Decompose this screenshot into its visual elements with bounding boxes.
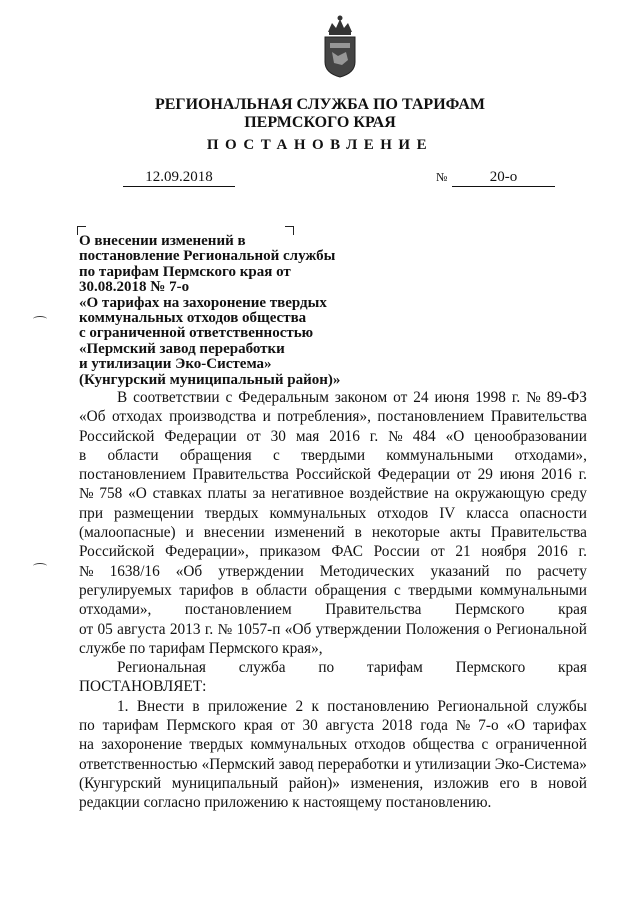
body-line: Российской Федерации от 30 мая 2016 г. № 484 «О ценообразовании xyxy=(79,427,587,445)
body-line: ПОСТАНОВЛЯЕТ: xyxy=(79,678,207,696)
body-line: на захоронение твердых коммунальных отходов общества с ограниченной xyxy=(79,736,587,754)
subject-line: постановление Региональной службы xyxy=(79,248,336,265)
document-number: 20-о xyxy=(452,168,555,187)
body-line: Российской Федерации», приказом ФАС России от 21 ноября 2016 г. xyxy=(79,543,587,561)
number-label: № xyxy=(436,170,448,184)
body-line: ответственностью «Пермский завод переработки и утилизации Эко-Система» xyxy=(79,755,587,773)
paragraph-item-1 xyxy=(79,697,587,813)
scan-mark xyxy=(33,316,47,322)
authority-name: РЕГИОНАЛЬНАЯ СЛУЖБА ПО ТАРИФАМ xyxy=(154,96,486,113)
subject-line: (Кунгурский муниципальный район)» xyxy=(79,371,341,388)
body-line: регулируемых тарифов в области обращения с твердыми коммунальными xyxy=(79,581,587,599)
body-line: № 1638/16 «Об утверждении Методических указаний по расчету xyxy=(79,562,587,580)
coat-of-arms-icon xyxy=(318,10,362,80)
body-line: (Кунгурский муниципальный район)» изменения, изложив его в новой xyxy=(79,774,587,792)
document-body xyxy=(79,388,587,813)
body-line: в области обращения с твердыми коммунальными отходами», xyxy=(79,446,587,464)
paragraph-legal-basis xyxy=(79,388,587,658)
body-line: (малоопасные) и внесении изменений в некоторые акты Правительства xyxy=(79,524,587,542)
body-line: от 05 августа 2013 г. № 1057-п «Об утверждении Положения о Региональной xyxy=(79,620,587,638)
body-line: при размещении твердых коммунальных отходов IV класса опасности xyxy=(79,504,587,522)
subject-line: О внесении изменений в xyxy=(79,233,246,249)
scan-mark xyxy=(33,563,47,569)
subject-block xyxy=(79,234,369,388)
document-type: ПОСТАНОВЛЕНИЕ xyxy=(206,137,434,153)
body-line: службе по тарифам Пермского края», xyxy=(79,639,323,657)
paragraph-resolves xyxy=(79,658,587,697)
body-line: «Об отходах производства и потребления», постановлением Правительства xyxy=(79,408,587,426)
subject-line: «О тарифах на захоронение твердых xyxy=(79,294,327,311)
body-line: № 758 «О ставках платы за негативное воздействие на окружающую среду xyxy=(79,485,587,503)
subject-line: коммунальных отходов общества xyxy=(79,310,307,327)
body-line: постановлением Правительства Российской Федерации от 29 июня 2016 г. xyxy=(79,466,587,484)
body-line: В соответствии с Федеральным законом от 24 июня 1998 г. № 89-ФЗ xyxy=(117,389,587,406)
body-line: редакции согласно приложению к настоящему постановлению. xyxy=(79,794,492,812)
body-line: 1. Внести в приложение 2 к постановлению Региональной службы xyxy=(117,697,587,715)
subject-line: «Пермский завод переработки xyxy=(79,340,285,357)
subject-line: по тарифам Пермского края от xyxy=(79,263,291,280)
body-line: по тарифам Пермского края от 30 августа 2018 года № 7-о «О тарифах xyxy=(79,717,587,735)
subject-line: 30.08.2018 № 7-о xyxy=(79,279,190,296)
authority-region: ПЕРМСКОГО КРАЯ xyxy=(244,114,396,131)
body-line: отходами», постановлением Правительства Пермского края xyxy=(79,601,587,619)
document-date: 12.09.2018 xyxy=(123,168,235,187)
subject-line: и утилизации Эко-Система» xyxy=(79,356,272,373)
body-line: Региональная служба по тарифам Пермского края xyxy=(117,659,587,677)
subject-line: с ограниченной ответственностью xyxy=(79,325,314,342)
